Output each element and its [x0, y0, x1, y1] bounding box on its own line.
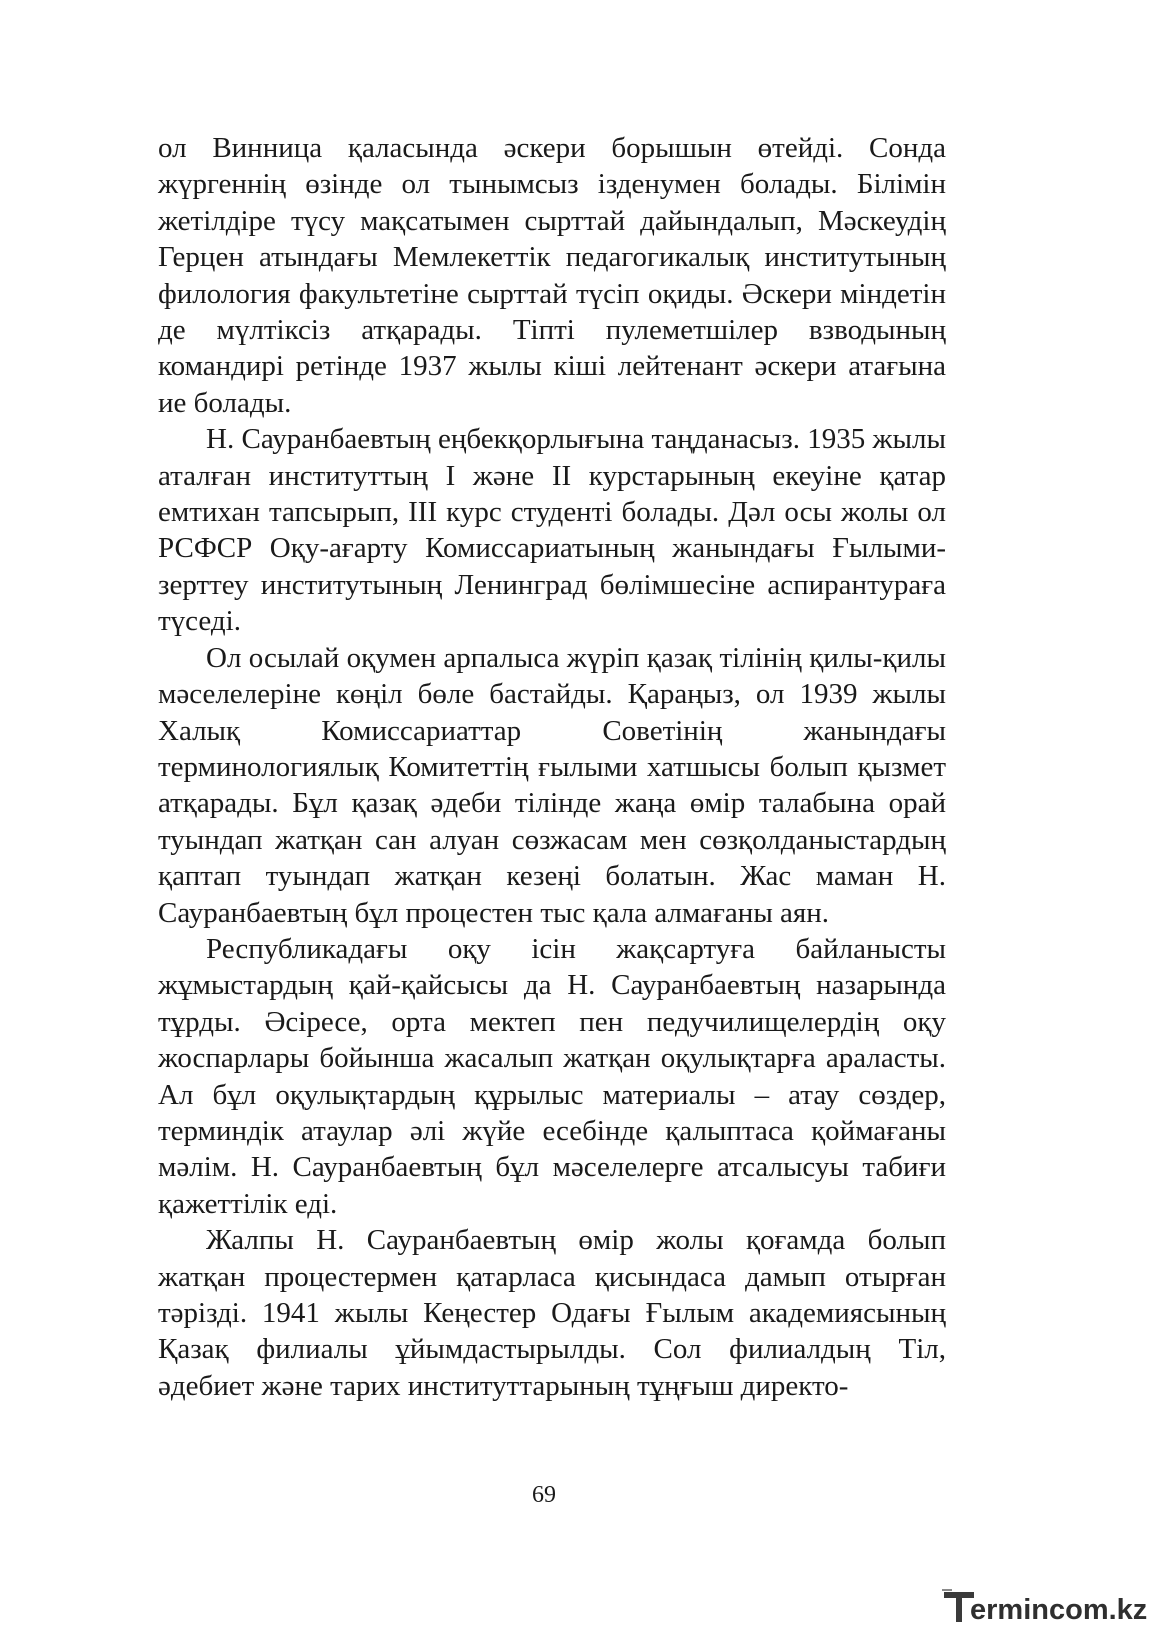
- watermark-text: ermincom.kz: [970, 1594, 1148, 1626]
- paragraph-5: Жалпы Н. Сауранбаевтың өмір жолы қоғамда болып жатқан процестермен қатарласа қисындаса дамып отырған тәрізді. 1941 жылы Кеңестер Одағы Ғылым академиясының Қазақ филиалы ұйымдастырылды. Сол филиалдың Тіл, әдебиет және тарих институттарының тұңғыш директо-: [158, 1224, 946, 1402]
- page-body: [158, 130, 946, 1404]
- paragraph-3: Ол осылай оқумен арпалыса жүріп қазақ тілінің қилы-қилы мәселелеріне көңіл бөле бастайды. Қараңыз, ол 1939 жылы Халық Комиссариаттар Советінің жанындағы терминологиялық Комитеттің ғылыми хатшысы болып қызмет атқарады. Бұл қазақ әдеби тілінде жаңа өмір талабына орай туындап жатқан сан алуан сөзжасам мен сөзқолданыстардың қаптап туындап жатқан кезеңі болатын. Жас маман Н. Сауранбаевтың бұл процестен тыс қала алмағаны аян.: [158, 641, 946, 929]
- paragraph-4: Республикадағы оқу ісін жақсартуға байланысты жұмыстардың қай-қайсысы да Н. Сауранбаевтың назарында тұрды. Әсіресе, орта мектеп пен педучилищелердің оқу жоспарлары бойынша жасалып жатқан оқулықтарға араласты. Ал бұл оқулықтардың құрылыс материалы – атау сөздер, терминдік атаулар әлі жүйе есебінде қалыптаса қоймағаны мәлім. Н. Сауранбаевтың бұл мәселелерге атсалысуы табиғи қажеттілік еді.: [158, 932, 946, 1220]
- watermark: [940, 1582, 1148, 1630]
- page-number: 69: [532, 1482, 556, 1508]
- paragraph-1: ол Винница қаласында әскери борышын өтейді. Сонда жүргеннің өзінде ол тынымсыз ізденумен болады. Білімін жетілдіре түсу мақсатымен сырттай дайындалып, Мәскеудің Герцен атындағы Мемлекеттік педагогикалық институтының филология факультетіне сырттай түсіп оқиды. Әскери міндетін де мүлтіксіз атқарады. Тіпті пулеметшілер взводының командирі ретінде 1937 жылы кіші лейтенант әскери атағына ие болады.: [158, 132, 946, 419]
- paragraph-2: Н. Сауранбаевтың еңбекқорлығына таңданасыз. 1935 жылы аталған институттың I және II курстарының екеуіне қатар емтихан тапсырып, III курс студенті болады. Дәл осы жолы ол РСФСР Оқу-ағарту Комиссариатының жанындағы Ғылыми-зерттеу институтының Ленинград бөлімшесіне аспирантураға түседі.: [158, 423, 946, 638]
